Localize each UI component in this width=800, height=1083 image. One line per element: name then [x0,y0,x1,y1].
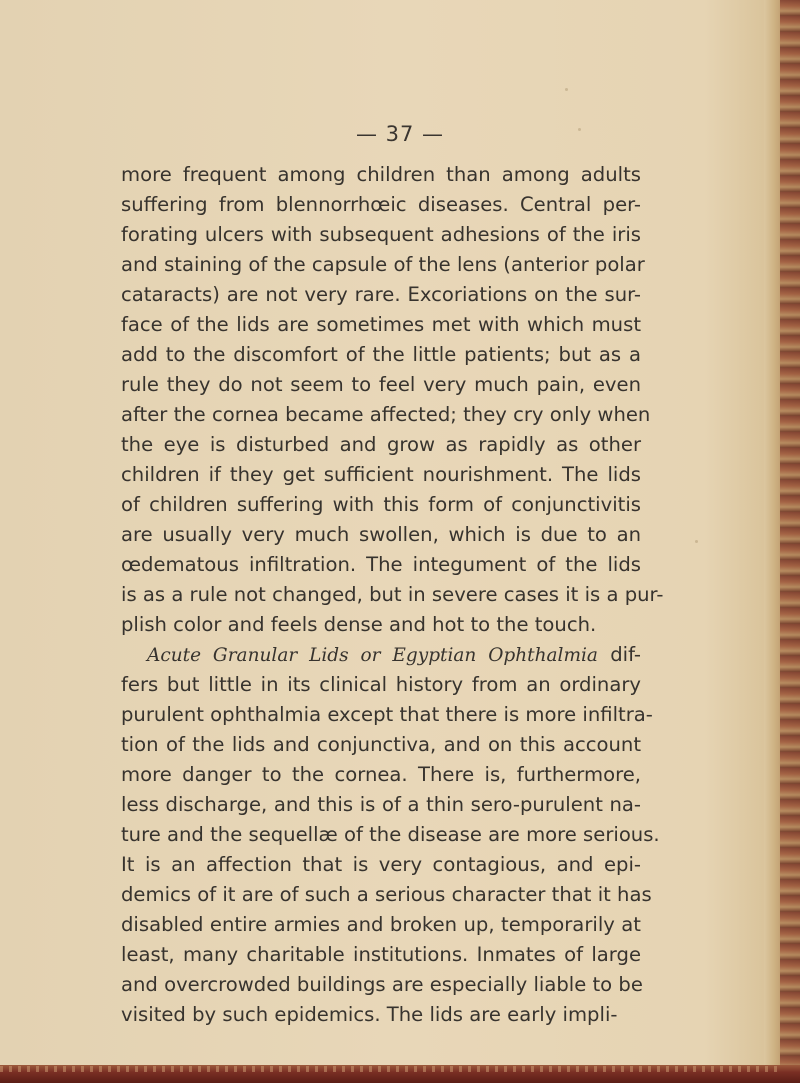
text-line: and staining of the capsule of the lens (anterior polar [121,253,645,276]
text-line: more frequent among children than among adults [121,163,641,186]
text-line: plish color and feels dense and hot to the touch. [121,613,597,636]
text-line: forating ulcers with subsequent adhesions of the iris [121,223,641,246]
text-line: less discharge, and this is of a thin sero-purulent na- [121,793,641,816]
text-line: visited by such epidemics. The lids are early impli- [121,1003,618,1026]
bottom-binding-pattern [0,1066,780,1072]
text-line: more danger to the cornea. There is, furthermore, [121,763,641,786]
text-line: disabled entire armies and broken up, temporarily at [121,913,641,936]
text-line: face of the lids are sometimes met with which must [121,313,641,336]
page-number: — 37 — [355,122,445,146]
binding-strip [780,0,800,1083]
text-line: after the cornea became affected; they cry only when [121,403,651,426]
text-line: It is an affection that is very contagious, and epi- [121,853,641,876]
text-line: rule they do not seem to feel very much pain, even [121,373,641,396]
text-line: of children suffering with this form of conjunctivitis [121,493,641,516]
text-line: are usually very much swollen, which is due to an [121,523,641,546]
text-line: children if they get sufficient nourishment. The lids [121,463,641,486]
text-line: fers but little in its clinical history from an ordinary [121,673,641,696]
paper-speck [565,88,568,91]
text-line: and overcrowded buildings are especially liable to be [121,973,643,996]
body-text [121,160,664,1030]
text-line: ture and the sequellæ of the disease are more serious. [121,823,660,846]
text-line: œdematous infiltration. The integument of the lids [121,553,641,576]
text-line: tion of the lids and conjunctiva, and on this account [121,733,641,756]
section-heading-line [121,640,641,670]
text-line: least, many charitable institutions. Inmates of large [121,943,641,966]
text-line: the eye is disturbed and grow as rapidly as other [121,433,641,456]
text-line: is as a rule not changed, but in severe cases it is a pur- [121,583,664,606]
text-line: add to the discomfort of the little patients; but as a [121,343,641,366]
heading-line-rest: dif- [610,643,641,666]
text-line: demics of it are of such a serious character that it has [121,883,652,906]
text-line: purulent ophthalmia except that there is more infiltra- [121,703,653,726]
text-line: cataracts) are not very rare. Excoriations on the sur- [121,283,641,306]
text-line: suffering from blennorrhœic diseases. Central per- [121,193,641,216]
italic-heading: Acute Granular Lids or Egyptian Ophthalmia [147,645,598,666]
paper-speck [695,540,698,543]
